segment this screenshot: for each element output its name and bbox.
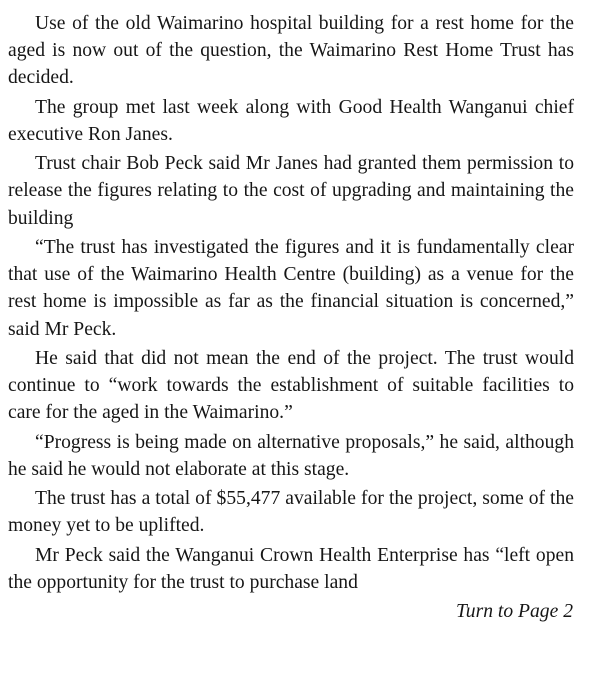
paragraph-7: The trust has a total of $55,477 available for the project, some of the money yet to be uplifted.: [8, 488, 574, 537]
paragraph-3: Trust chair Bob Peck said Mr Janes had granted them permission to release the figures relating to the cost of upgrading and maintaining the building: [8, 153, 574, 229]
paragraph-5: He said that did not mean the end of the project. The trust would continue to “work towards the establishment of suitable facilities to care for the aged in the Waimarino.”: [8, 347, 574, 424]
paragraph-4: “The trust has investigated the figures and it is fundamentally clear that use of the Waimarino Health Centre (building) as a venue for the rest home is impossible as far as the financial situation is concerned,” said Mr Peck.: [8, 236, 574, 340]
paragraph-2: The group met last week along with Good Health Wanganui chief executive Ron Janes.: [8, 96, 574, 145]
continuation-note: Turn to Page 2: [455, 601, 573, 623]
newspaper-article: [8, 10, 574, 625]
paragraph-8: Mr Peck said the Wanganui Crown Health Enterprise has “left open the opportunity for the trust to purchase land: [8, 544, 574, 593]
paragraph-6: “Progress is being made on alternative proposals,” he said, although he said he would not elaborate at this stage.: [8, 431, 574, 480]
paragraph-1: Use of the old Waimarino hospital building for a rest home for the aged is now out of the question, the Waimarino Rest Home Trust has decided.: [8, 13, 574, 89]
